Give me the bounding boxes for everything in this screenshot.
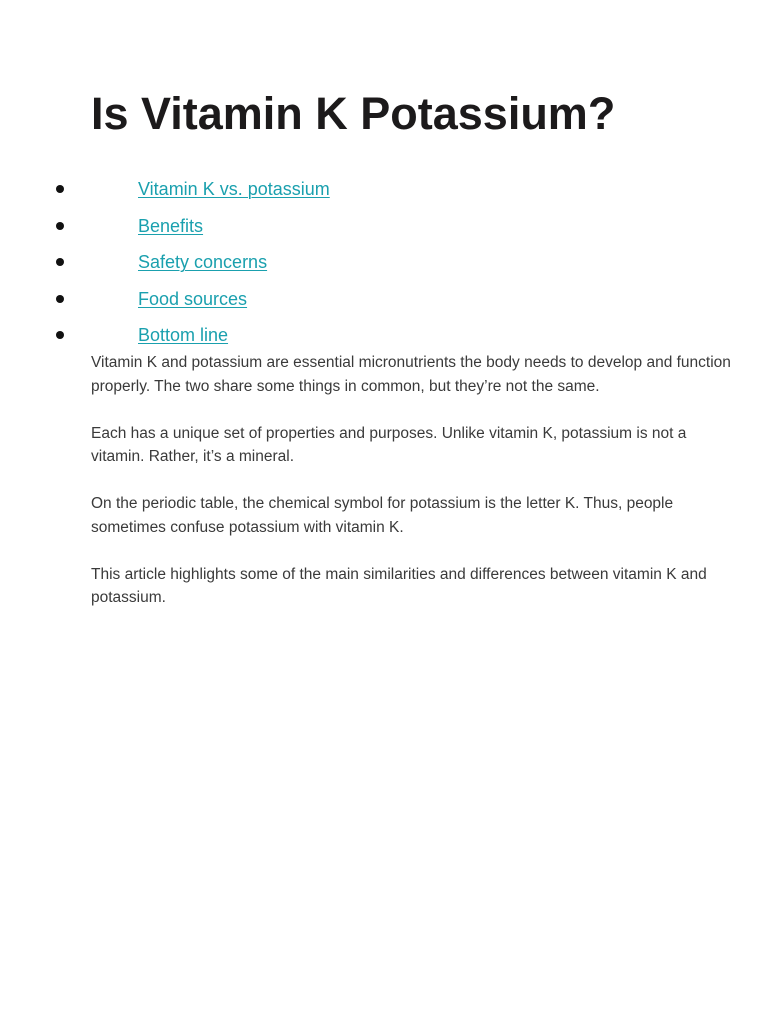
body-paragraph: Each has a unique set of properties and purposes. Unlike vitamin K, potassium is not a vitamin. Rather, it’s a mineral. [91,424,687,465]
toc-item-safety-concerns [0,245,768,282]
body-paragraph: On the periodic table, the chemical symbol for potassium is the letter K. Thus, people sometimes confuse potassium with vitamin K. [91,495,674,536]
toc-link-vitamin-k-vs-potassium[interactable]: Vitamin K vs. potassium [138,179,330,199]
bullet-icon [56,331,64,339]
toc-item-bottom-line [0,318,768,355]
bullet-icon [56,258,64,266]
toc-item-benefits [0,209,768,246]
bullet-icon [56,185,64,193]
page-title: Is Vitamin K Potassium? [91,88,616,139]
toc-link-food-sources[interactable]: Food sources [138,288,248,309]
body-paragraph: Vitamin K and potassium are essential micronutrients the body needs to develop and function properly. The two share some things in common, but they’re not the same. [91,354,731,395]
body-paragraph: This article highlights some of the main similarities and differences between vitamin K and potassium. [91,565,707,606]
toc-link-bottom-line[interactable]: Bottom line [138,325,229,346]
bullet-icon [56,295,64,303]
toc-item-vitamin-k-vs-potassium [0,172,768,209]
table-of-contents [0,172,768,355]
bullet-icon [56,222,64,230]
toc-link-safety-concerns[interactable]: Safety concerns [138,252,268,273]
article-body [91,351,741,633]
toc-item-food-sources [0,282,768,319]
toc-link-benefits[interactable]: Benefits [138,215,204,236]
